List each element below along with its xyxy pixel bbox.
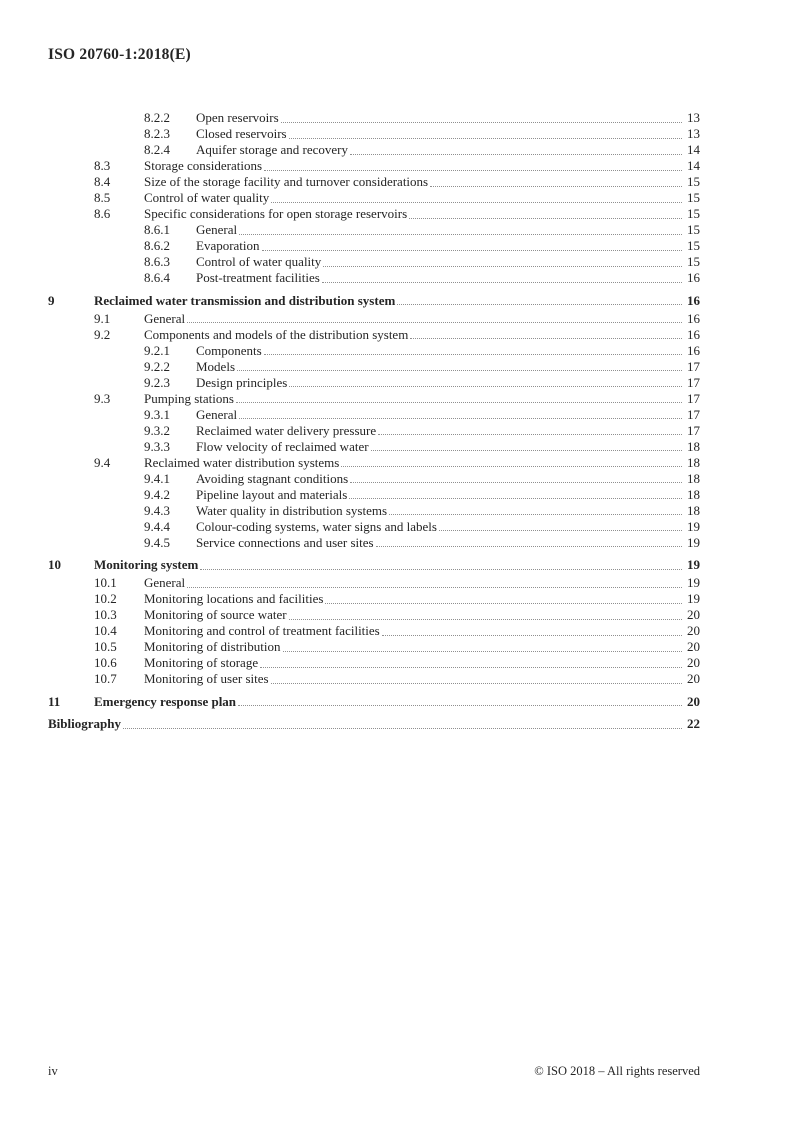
toc-dotted-leader [187,587,682,588]
toc-dotted-leader [382,635,682,636]
toc-entry-number: 8.5 [94,190,111,205]
toc-entry-page: 19 [687,575,700,590]
toc-entry-number: 8.6.3 [144,254,170,269]
toc-entry [48,716,700,732]
toc-entry-number: 9.2.2 [144,358,170,374]
toc-entry-title: Control of water quality [196,254,322,269]
toc-entry-title: General [144,310,186,326]
toc-entry [48,174,700,190]
toc-entry [48,222,700,238]
toc-entry-title: Monitoring and control of treatment facilities [144,623,380,638]
toc-entry-title: Pumping stations [144,390,234,406]
toc-entry-page: 17 [687,358,700,374]
toc-entry [48,575,700,591]
toc-entry-number: 11 [48,693,61,709]
toc-entry-number: 8.4 [94,174,111,189]
toc-dotted-leader [397,304,682,305]
toc-dotted-leader [239,234,682,235]
toc-dotted-leader [200,569,682,570]
toc-entry-title: Specific considerations for open storage reservoirs [144,206,408,221]
toc-entry [48,359,700,375]
toc-dotted-leader [289,619,682,620]
toc-entry-number: 10.4 [94,623,117,638]
toc-entry-page: 20 [687,693,700,709]
toc-entry [48,694,700,710]
toc-entry-number: 8.3 [94,158,111,173]
toc-entry-title: Open reservoirs [196,110,279,125]
toc-entry-number: 8.2.4 [144,142,170,157]
toc-entry [48,639,700,655]
toc-dotted-leader [323,266,682,267]
toc-entry [48,375,700,391]
toc-entry-page: 16 [687,310,700,326]
toc-entry-page: 18 [687,470,700,486]
toc-entry-title: Monitoring of distribution [144,639,281,654]
toc-dotted-leader [237,370,682,371]
toc-entry [48,206,700,222]
toc-entry-page: 15 [687,238,700,253]
toc-entry-title: Pipeline layout and materials [196,486,348,502]
toc-entry-title: Models [196,358,235,374]
toc-dotted-leader [439,530,682,531]
toc-entry-title: General [196,222,238,237]
toc-entry [48,126,700,142]
toc-dotted-leader [281,122,682,123]
toc-dotted-leader [289,386,682,387]
toc-dotted-leader [238,705,682,706]
toc-entry-page: 19 [687,557,700,572]
toc-dotted-leader [262,250,682,251]
document-reference-header: ISO 20760-1:2018(E) [48,46,191,63]
toc-entry [48,487,700,503]
toc-entry [48,557,700,573]
toc-dotted-leader [260,667,682,668]
toc-entry-page: 18 [687,486,700,502]
toc-entry-number: 8.2.3 [144,126,170,141]
toc-entry-page: 13 [687,126,700,141]
toc-dotted-leader [371,450,682,451]
toc-dotted-leader [271,683,682,684]
toc-entry-page: 18 [687,454,700,470]
toc-entry-page: 15 [687,190,700,205]
toc-entry-number: 9.4.4 [144,518,170,534]
toc-entry-title: Emergency response plan [94,693,237,709]
toc-entry-number: 8.6 [94,206,111,221]
toc-entry-title: Components and models of the distribution system [144,326,409,342]
toc-entry [48,607,700,623]
toc-entry [48,238,700,254]
toc-dotted-leader [264,170,682,171]
toc-entry-title: Monitoring system [94,557,199,572]
toc-entry-page: 17 [687,374,700,390]
toc-entry-title: Reclaimed water delivery pressure [196,422,377,438]
toc-entry-title: Monitoring of source water [144,607,287,622]
toc-entry-page: 19 [687,518,700,534]
toc-entry-number: 9.2 [94,326,111,342]
toc-entry-title: Monitoring locations and facilities [144,591,324,606]
toc-entry-title: Reclaimed water transmission and distribution system [94,292,396,308]
toc-entry-page: 16 [687,326,700,342]
toc-dotted-leader [389,514,682,515]
toc-dotted-leader [410,338,682,339]
toc-entry-number: 8.6.4 [144,270,170,285]
toc-entry-title: Monitoring of storage [144,655,259,670]
toc-entry-page: 17 [687,390,700,406]
toc-entry-page: 13 [687,110,700,125]
toc-dotted-leader [409,218,682,219]
toc-entry-number: 8.6.2 [144,238,170,253]
toc-entry [48,311,700,327]
toc-entry-page: 20 [687,671,700,686]
toc-entry-title: Evaporation [196,238,260,253]
toc-entry-number: 10.2 [94,591,117,606]
toc-entry [48,190,700,206]
toc-entry [48,343,700,359]
toc-entry [48,407,700,423]
toc-dotted-leader [322,282,682,283]
toc-entry-title: Water quality in distribution systems [196,502,388,518]
toc-dotted-leader [283,651,683,652]
toc-entry-page: 14 [687,158,700,173]
toc-entry-number: 10.5 [94,639,117,654]
toc-entry-title: Post-treatment facilities [196,270,320,285]
toc-entry-page: 19 [687,534,700,550]
toc-entry-number: 9 [48,292,55,308]
toc-entry [48,254,700,270]
toc-entry-number: 9.1 [94,310,111,326]
toc-entry-title: Control of water quality [144,190,270,205]
toc-dotted-leader [325,603,682,604]
toc-dotted-leader [376,546,682,547]
toc-entry-page: 19 [687,591,700,606]
toc-entry-page: 16 [687,292,700,308]
toc-entry-page: 17 [687,406,700,422]
toc-entry-title: Components [196,342,262,358]
toc-entry-page: 22 [687,716,700,731]
toc-entry-page: 14 [687,142,700,157]
toc-entry-number: 9.4.3 [144,502,170,518]
toc-dotted-leader [378,434,682,435]
toc-entry-title: Avoiding stagnant conditions [196,470,349,486]
toc-entry [48,158,700,174]
copyright-notice: © ISO 2018 – All rights reserved [534,1064,700,1078]
toc-entry-page: 17 [687,422,700,438]
toc-entry [48,270,700,286]
toc-entry-number: 10 [48,557,61,572]
toc-entry-page: 18 [687,438,700,454]
toc-entry [48,423,700,439]
toc-entry-title: Closed reservoirs [196,126,287,141]
toc-entry [48,591,700,607]
toc-dotted-leader [350,154,682,155]
toc-dotted-leader [123,728,682,729]
toc-entry-title: Storage considerations [144,158,263,173]
toc-entry-page: 20 [687,623,700,638]
toc-entry-page: 20 [687,607,700,622]
toc-entry [48,535,700,551]
toc-entry-title: Reclaimed water distribution systems [144,454,340,470]
toc-dotted-leader [236,402,682,403]
toc-entry-page: 15 [687,254,700,269]
toc-entry-number: 9.4 [94,454,111,470]
toc-entry-title: Service connections and user sites [196,534,374,550]
toc-entry [48,391,700,407]
toc-entry-page: 20 [687,655,700,670]
toc-entry-page: 16 [687,342,700,358]
toc-entry-number: 10.3 [94,607,117,622]
toc-entry [48,655,700,671]
toc-entry-title: General [144,575,186,590]
toc-entry-number: 9.3.1 [144,406,170,422]
toc-entry [48,142,700,158]
toc-dotted-leader [239,418,682,419]
toc-entry-number: 9.3 [94,390,111,406]
toc-dotted-leader [289,138,682,139]
toc-entry-title: Flow velocity of reclaimed water [196,438,369,454]
toc-entry [48,623,700,639]
toc-entry [48,455,700,471]
toc-entry-number: 10.7 [94,671,117,686]
toc-entry-number: 9.3.3 [144,438,170,454]
toc-entry-number: 9.2.1 [144,342,170,358]
toc-entry-title: Colour-coding systems, water signs and labels [196,518,437,534]
toc-dotted-leader [350,482,682,483]
toc-dotted-leader [187,322,682,323]
toc-entry [48,110,700,126]
toc-entry-title: Bibliography [48,716,121,731]
toc-entry [48,327,700,343]
toc-entry [48,471,700,487]
toc-entry-title: Aquifer storage and recovery [196,142,348,157]
toc-entry-page: 20 [687,639,700,654]
page-footer [48,1064,700,1079]
toc-dotted-leader [341,466,682,467]
toc-dotted-leader [264,354,682,355]
toc-dotted-leader [271,202,682,203]
toc-dotted-leader [349,498,682,499]
toc-entry-page: 16 [687,270,700,285]
page-number-roman: iv [48,1064,58,1078]
toc-entry [48,293,700,309]
toc-entry [48,439,700,455]
toc-entry-number: 9.2.3 [144,374,170,390]
toc-entry-number: 10.6 [94,655,117,670]
toc-dotted-leader [430,186,682,187]
table-of-contents [48,110,700,734]
toc-entry-number: 9.4.5 [144,534,170,550]
toc-entry-page: 15 [687,222,700,237]
toc-entry-title: Design principles [196,374,288,390]
toc-entry [48,503,700,519]
toc-entry-page: 15 [687,174,700,189]
toc-entry [48,519,700,535]
toc-entry-title: General [196,406,238,422]
toc-entry-number: 9.3.2 [144,422,170,438]
toc-entry-number: 9.4.1 [144,470,170,486]
toc-entry-title: Size of the storage facility and turnover considerations [144,174,429,189]
toc-entry-page: 18 [687,502,700,518]
toc-entry-number: 9.4.2 [144,486,170,502]
toc-entry-number: 10.1 [94,575,117,590]
toc-entry-number: 8.2.2 [144,110,170,125]
toc-entry-number: 8.6.1 [144,222,170,237]
toc-entry-page: 15 [687,206,700,221]
toc-entry-title: Monitoring of user sites [144,671,269,686]
toc-entry [48,671,700,687]
